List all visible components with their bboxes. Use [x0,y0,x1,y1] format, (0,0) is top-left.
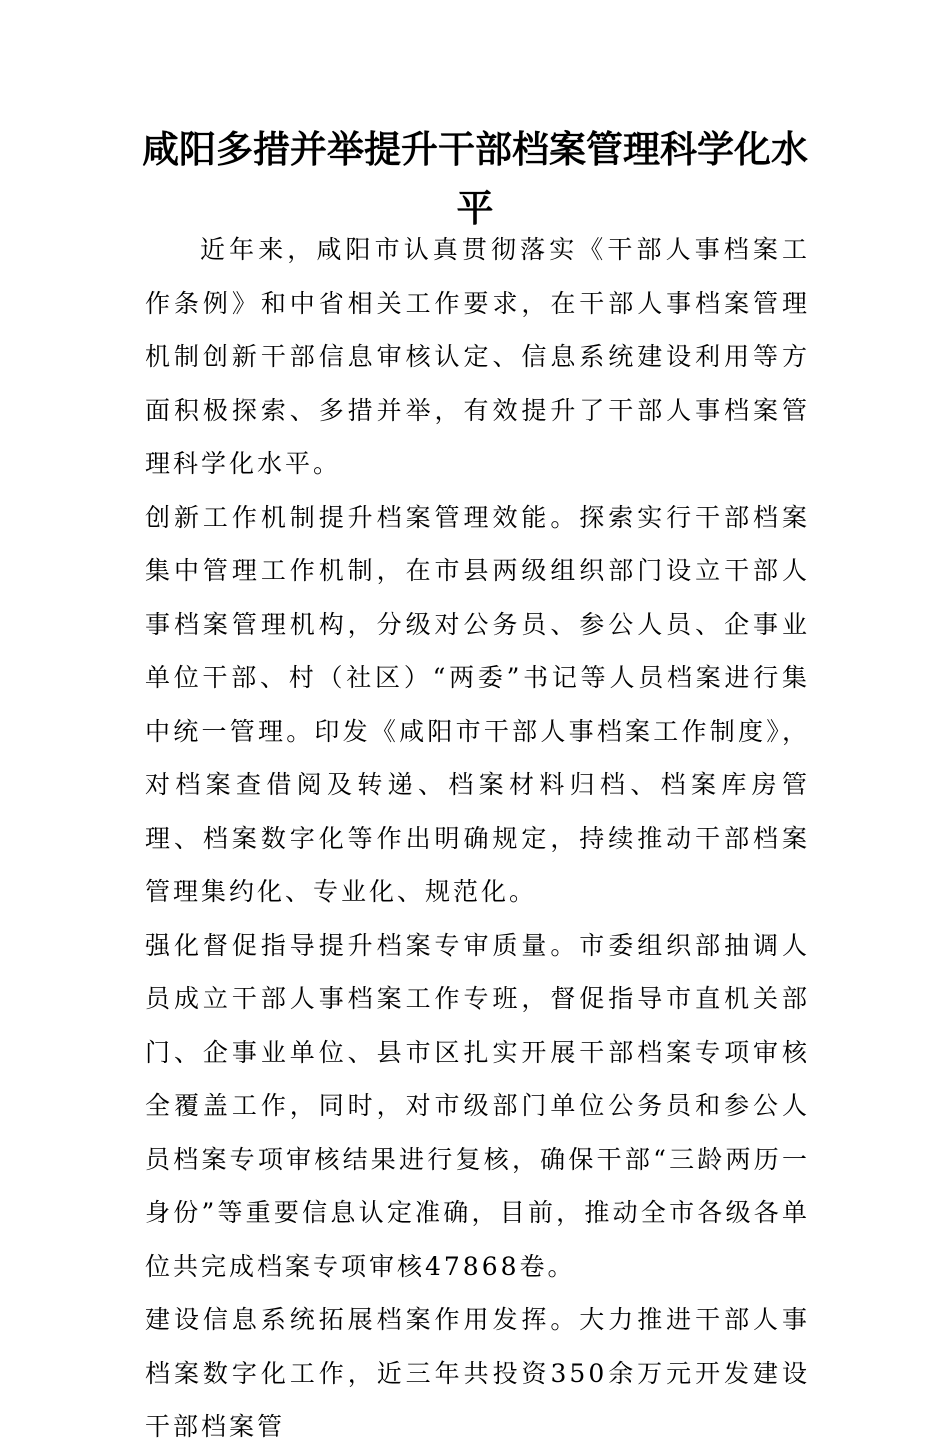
document-title: 咸阳多措并举提升干部档案管理科学化水平 [142,127,808,230]
document-body [145,223,810,1454]
paragraph-review: 强化督促指导提升档案专审质量。市委组织部抽调人员成立干部人事档案工作专班，督促指导市直机关部门、企事业单位、县市区扎实开展干部档案专项审核全覆盖工作，同时，对市级部门单位公务员和参公人员档案专项审核结果进行复核，确保干部“三龄两历一身份”等重要信息认定准确，目前，推动全市各级各单位共完成档案专项审核47868卷。 [145,930,810,1281]
paragraph-intro: 近年来，咸阳市认真贯彻落实《干部人事档案工作条例》和中省相关工作要求，在干部人事档案管理机制创新干部信息审核认定、信息系统建设利用等方面积极探索、多措并举，有效提升了干部人事档案管理科学化水平。 [145,235,810,478]
paragraph-mechanism: 创新工作机制提升档案管理效能。探索实行干部档案集中管理工作机制，在市县两级组织部门设立干部人事档案管理机构，分级对公务员、参公人员、企事业单位干部、村（社区）“两委”书记等人员档案进行集中统一管理。印发《咸阳市干部人事档案工作制度》，对档案查借阅及转递、档案材料归档、档案库房管理、档案数字化等作出明确规定，持续推动干部档案管理集约化、专业化、规范化。 [145,502,810,906]
paragraph-system: 建设信息系统拓展档案作用发挥。大力推进干部人事档案数字化工作，近三年共投资350余万元开发建设干部档案管 [145,1305,810,1441]
